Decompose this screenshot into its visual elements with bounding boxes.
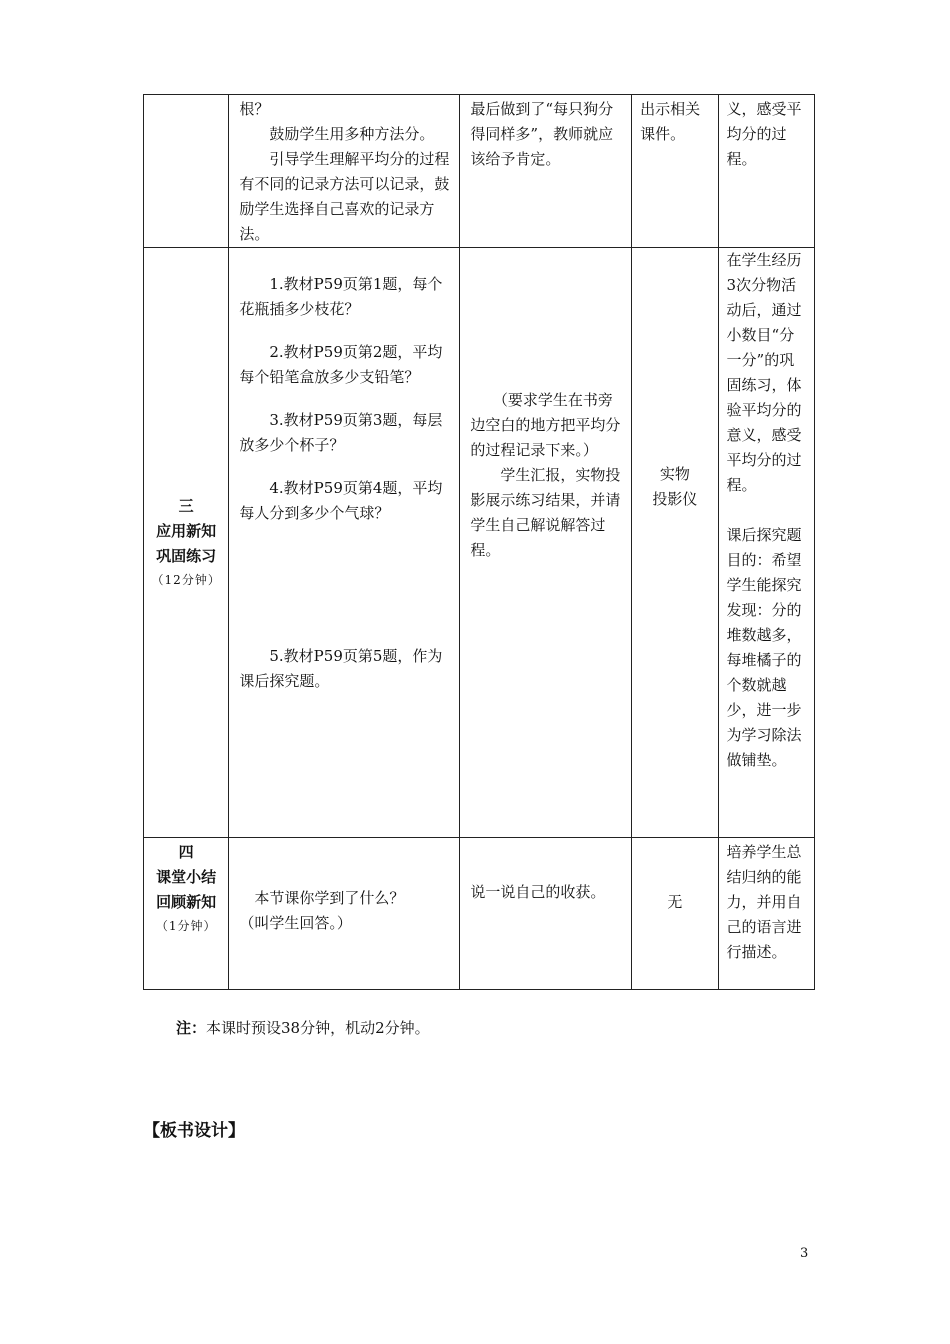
activity-cell — [460, 838, 632, 990]
exercise-5: 5.教材P59页第5题，作为课后探究题。 — [239, 647, 443, 690]
stage-number: 四 — [178, 843, 194, 861]
content-cell — [229, 838, 460, 990]
stage-name-line1: 课堂小结 — [156, 868, 217, 886]
content-cell — [229, 248, 460, 838]
content-text: 本节课你学到了什么？ （叫学生回答。） — [239, 889, 405, 932]
media-cell — [632, 248, 718, 838]
stage-number: 三 — [178, 497, 194, 515]
exercise-1: 1.教材P59页第1题，每个花瓶插多少枝花？ — [239, 275, 443, 318]
media-line2: 投影仪 — [652, 490, 698, 508]
activity-text: 最后做到了“每只狗分得同样多”，教师就应该给予肯定。 — [470, 100, 614, 168]
table-row — [144, 248, 815, 838]
exercise-4: 4.教材P59页第4题，平均每人分到多少个气球？ — [239, 479, 443, 522]
stage-time: （12分钟） — [151, 573, 221, 587]
stage-cell — [144, 248, 229, 838]
intent-cell — [718, 248, 814, 838]
content-cell — [229, 95, 460, 248]
table-row — [144, 95, 815, 248]
media-line1: 实物 — [659, 465, 690, 483]
activity-text: （要求学生在书旁边空白的地方把平均分的过程记录下来。） 学生汇报，实物投影展示练习结果，并请学生自己解说解答过程。 — [470, 391, 621, 559]
stage-cell — [144, 838, 229, 990]
page-number: 3 — [800, 1246, 809, 1261]
media-text: 无 — [667, 893, 683, 911]
footnote — [176, 1016, 430, 1041]
activity-cell — [460, 95, 632, 248]
stage-name-line2: 巩固练习 — [156, 547, 217, 565]
intent-text-2: 课后探究题目的：希望学生能探究发现：分的堆数越多，每堆橘子的个数就越少，进一步为学习除法做铺垫。 — [726, 526, 802, 769]
activity-cell — [460, 248, 632, 838]
stage-name-line2: 回顾新知 — [156, 893, 217, 911]
footnote-label: 注： — [176, 1019, 207, 1037]
lesson-plan-table — [143, 94, 815, 990]
intent-cell — [718, 838, 814, 990]
intent-text: 培养学生总结归纳的能力，并用自己的语言进行描述。 — [726, 843, 802, 961]
media-text: 出示相关课件。 — [640, 100, 701, 143]
intent-text-1: 在学生经历3次分物活动后，通过小数目“分一分”的巩固练习，体验平均分的意义，感受平均分的过程。 — [726, 251, 802, 494]
content-text: 根？ 鼓励学生用多种方法分。 引导学生理解平均分的过程有不同的记录方法可以记录，鼓励学生选择自己喜欢的记录方法。 — [239, 100, 450, 243]
media-cell — [632, 838, 718, 990]
stage-cell — [144, 95, 229, 248]
exercise-3: 3.教材P59页第3题，每层放多少个杯子？ — [239, 411, 443, 454]
intent-text: 义，感受平均分的过程。 — [726, 100, 802, 168]
stage-name-line1: 应用新知 — [156, 522, 217, 540]
exercise-2: 2.教材P59页第2题，平均每个铅笔盒放多少支铅笔？ — [239, 343, 443, 386]
table-row — [144, 838, 815, 990]
intent-cell — [718, 95, 814, 248]
stage-time: （1分钟） — [155, 919, 217, 933]
media-cell — [632, 95, 718, 248]
section-heading: 【板书设计】 — [143, 1121, 245, 1141]
footnote-text: 本课时预设38分钟，机动2分钟。 — [206, 1019, 430, 1037]
activity-text: 说一说自己的收获。 — [470, 883, 606, 901]
